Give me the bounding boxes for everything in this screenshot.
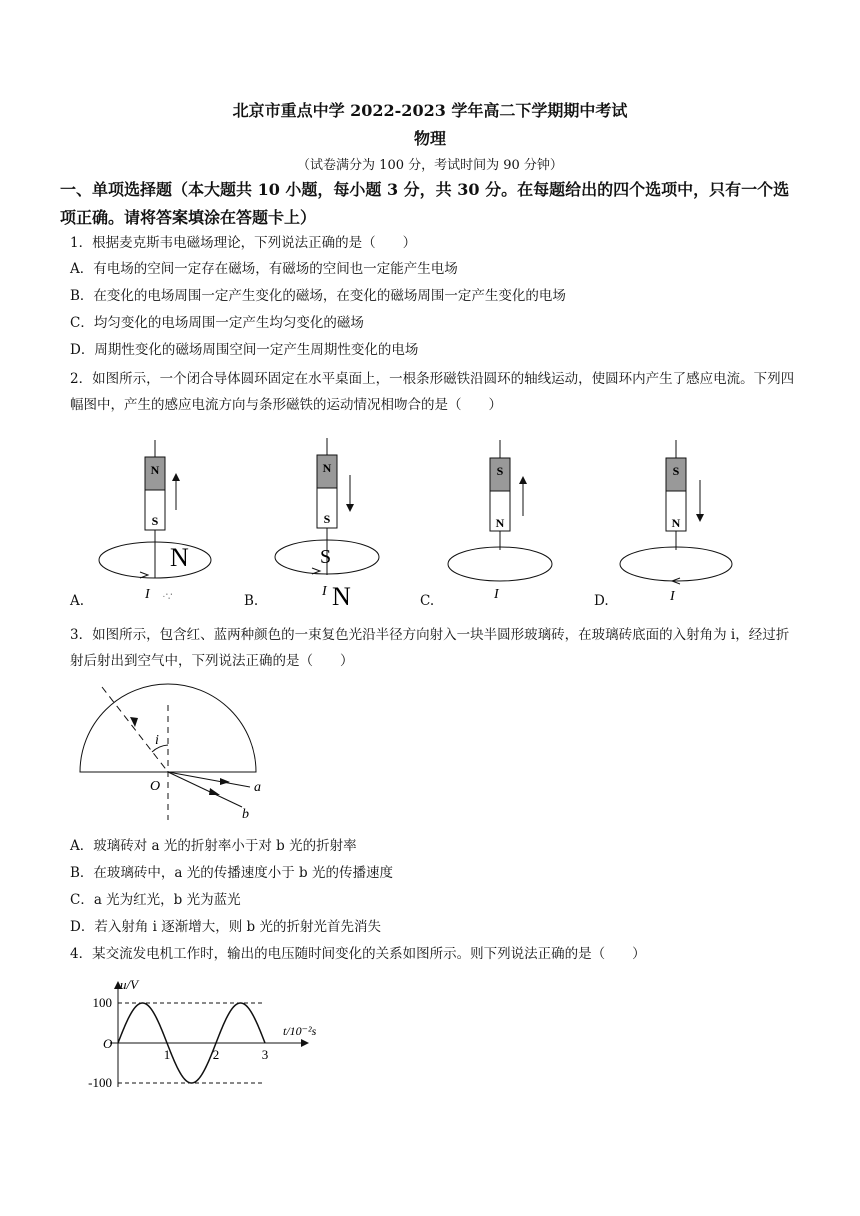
pole-bottom-label: N	[495, 516, 505, 530]
ray-b	[168, 772, 242, 807]
q3-option-a: A．玻璃砖对 a 光的折射率小于对 b 光的折射率	[70, 838, 357, 854]
ray-a	[168, 772, 250, 787]
q3-stem: 3．如图所示，包含红、蓝两种颜色的一束复色光沿半径方向射入一块半圆形玻璃砖，在玻璃砖底面的入射角为 i，经过折射后射出到空气中，下列说法正确的是（ ）	[70, 627, 790, 669]
q3-figure	[70, 675, 300, 825]
q1-option-d: D．周期性变化的磁场周围空间一定产生周期性变化的电场	[70, 342, 419, 358]
q2-figure-b	[275, 438, 379, 611]
q2-stem: 2．如图所示，一个闭合导体圆环固定在水平桌面上，一根条形磁铁沿圆环的轴线运动，使圆环内产生了感应电流。下列四幅图中，产生的感应电流方向与条形磁铁的运动情况相吻合的是（ ）	[70, 371, 795, 413]
y-tick-label: -100	[88, 1075, 112, 1090]
pole-top-label: S	[496, 464, 504, 478]
ray-a-label: a	[254, 780, 261, 795]
q2-figure-d	[620, 440, 732, 604]
q4-stem: 4．某交流发电机工作时，输出的电压随时间变化的关系如图所示。则下列说法正确的是（ ）	[70, 946, 646, 962]
q1-option-b: B．在变化的电场周围一定产生变化的磁场，在变化的磁场周围一定产生变化的电场	[70, 288, 566, 304]
pole-bottom-label: N	[671, 516, 681, 530]
conducting-ring	[620, 547, 732, 581]
pole-top-label: N	[322, 461, 332, 475]
x-axis-label: t/10⁻²s	[283, 1024, 317, 1038]
current-label: I	[670, 589, 675, 604]
pole-bottom-label: S	[323, 512, 331, 526]
current-arrow	[312, 568, 320, 574]
ray-b-label: b	[242, 807, 249, 822]
x-tick-label: 1	[163, 1047, 171, 1062]
q2-label-a: A.	[70, 593, 85, 609]
pole-bottom-label: S	[151, 514, 159, 528]
q2-figure-c	[448, 440, 552, 602]
subject-title: 物理	[413, 129, 446, 148]
q3-option-c: C．a 光为红光，b 光为蓝光	[70, 892, 241, 908]
current-label: I	[494, 587, 499, 602]
q2-figure-a	[99, 440, 211, 603]
q2-label-b: B.	[244, 593, 259, 609]
current-label: I	[322, 584, 327, 599]
handwritten-mark: N	[170, 543, 189, 572]
q3-option-b: B．在玻璃砖中，a 光的传播速度小于 b 光的传播速度	[70, 865, 393, 881]
x-tick-label: 2	[212, 1047, 220, 1062]
handwritten-mark-2: N	[332, 582, 351, 611]
incident-ray	[102, 687, 168, 772]
ray-a-arrow	[220, 778, 230, 785]
x-tick-label: 3	[261, 1047, 269, 1062]
handwritten-smudge: ·∵	[162, 591, 173, 603]
angle-label: i	[155, 733, 159, 748]
center-label: O	[150, 779, 161, 794]
exam-title: 北京市重点中学 2022-2023 学年高二下学期期中考试	[232, 101, 628, 120]
q2-label-c: C.	[420, 593, 435, 609]
y-tick-label: 100	[92, 995, 112, 1010]
handwritten-mark: S	[320, 546, 332, 568]
conducting-ring	[448, 547, 552, 581]
current-arrow	[140, 572, 148, 578]
q2-figures	[60, 430, 740, 615]
section-heading: 一、单项选择题（本大题共 10 小题，每小题 3 分，共 30 分。在每题给出的四个选项中，只有一个选项正确。请将答案填涂在答题卡上）	[60, 180, 790, 227]
q2-label-d: D.	[594, 593, 609, 609]
q3-option-d: D．若入射角 i 逐渐增大，则 b 光的折射光首先消失	[70, 919, 381, 935]
ray-b-arrow	[209, 788, 220, 795]
pole-top-label: S	[672, 464, 680, 478]
exam-note: （试卷满分为 100 分，考试时间为 90 分钟）	[297, 158, 563, 173]
q1-stem: 1．根据麦克斯韦电磁场理论，下列说法正确的是（ ）	[70, 235, 417, 251]
incident-arrow	[130, 717, 138, 727]
q1-option-a: A．有电场的空间一定存在磁场，有磁场的空间也一定能产生电场	[70, 261, 458, 277]
current-label: I	[145, 587, 150, 602]
q1-option-c: C．均匀变化的电场周围一定产生均匀变化的磁场	[70, 315, 364, 331]
origin-label: O	[103, 1036, 113, 1051]
voltage-time-chart	[70, 975, 350, 1095]
y-axis-label: u/V	[120, 977, 139, 992]
pole-top-label: N	[150, 463, 160, 477]
